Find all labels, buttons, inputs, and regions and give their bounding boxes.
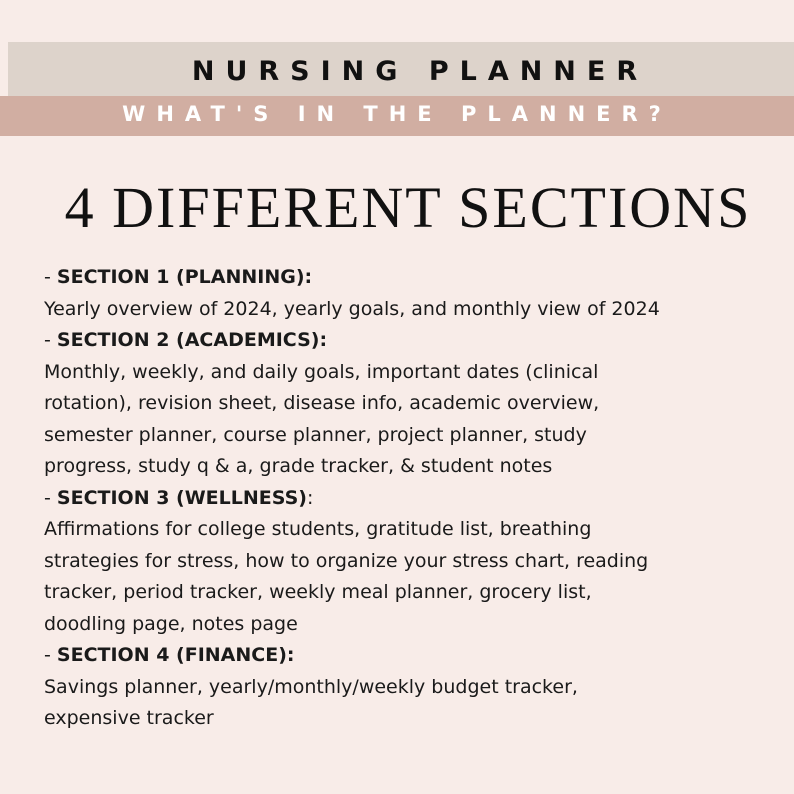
section-description-line: strategies for stress, how to organize your stress chart, reading xyxy=(44,549,649,572)
sections-list xyxy=(44,262,789,735)
section-colon: : xyxy=(306,486,314,509)
section-name: SECTION 2 (ACADEMICS): xyxy=(56,329,328,351)
section-name: SECTION 1 (PLANNING): xyxy=(56,266,313,288)
section-dash: - xyxy=(44,644,57,666)
section-description-line: doodling page, notes page xyxy=(44,612,298,635)
section-name: SECTION 4 (FINANCE): xyxy=(56,644,295,666)
planner-subtitle: WHAT'S IN THE PLANNER? xyxy=(122,102,672,126)
section-description-line: expensive tracker xyxy=(44,707,214,729)
section-dash: - xyxy=(44,329,57,351)
section-description-line: Savings planner, yearly/monthly/weekly budget tracker, xyxy=(44,675,578,698)
section-description-line: Yearly overview of 2024, yearly goals, and monthly view of 2024 xyxy=(44,297,660,320)
section-description-line: semester planner, course planner, project planner, study xyxy=(44,423,587,446)
sections-heading: 4 DIFFERENT SECTIONS xyxy=(64,175,752,240)
planner-title: NURSING PLANNER xyxy=(191,56,649,87)
section-description-line: Affirmations for college students, gratitude list, breathing xyxy=(44,518,592,540)
section-description-line: rotation), revision sheet, disease info, academic overview, xyxy=(44,392,600,414)
section-dash: - xyxy=(44,486,57,509)
section-heading xyxy=(44,483,789,515)
section-dash: - xyxy=(44,266,57,288)
section-heading xyxy=(44,640,789,672)
section-heading xyxy=(44,325,789,357)
section-description-line: tracker, period tracker, weekly meal planner, grocery list, xyxy=(44,581,592,603)
section-description-line: progress, study q & a, grade tracker, & student notes xyxy=(44,455,553,477)
section-description-line: Monthly, weekly, and daily goals, important dates (clinical xyxy=(44,360,599,383)
section-name: SECTION 3 (WELLNESS) xyxy=(56,486,307,509)
section-heading xyxy=(44,262,789,294)
